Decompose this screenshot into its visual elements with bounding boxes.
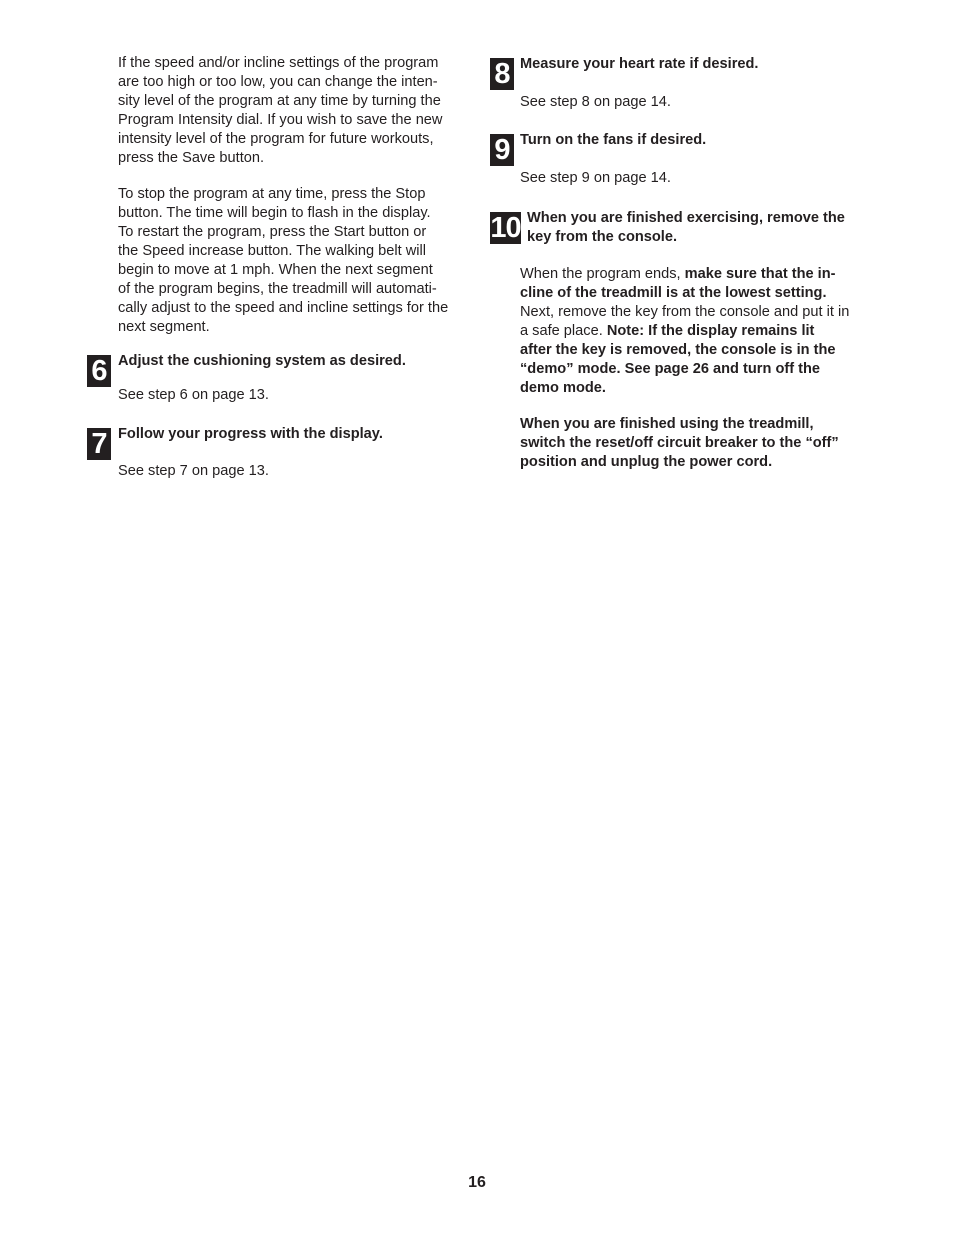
step-8-heading: Measure your heart rate if desired. [520,56,759,72]
text-line: sity level of the program at any time by turning the [118,93,441,109]
step-6-heading: Adjust the cushioning system as desired. [118,353,406,369]
step-7-body: See step 7 on page 13. [118,463,269,479]
text-line: intensity level of the program for future workouts, [118,131,434,147]
text-line: switch the reset/off circuit breaker to the “off” [520,435,839,451]
intro-paragraph-intensity [118,54,442,168]
page-number: 16 [468,1174,486,1191]
intro-paragraph-stop [118,185,448,337]
text-line: are too high or too low, you can change the inten- [118,74,438,90]
step-6-number-badge: 6 [87,355,111,387]
body-text-normal: a safe place. [520,323,607,339]
text-line: Next, remove the key from the console and put it in [520,304,850,320]
step-8-body: See step 8 on page 14. [520,94,671,110]
closing-instructions [520,415,839,472]
step-8-number-badge: 8 [490,58,514,90]
heading-line: key from the console. [527,229,678,245]
text-line: If the speed and/or incline settings of the program [118,55,439,71]
text-line: To stop the program at any time, press the Stop [118,186,426,202]
text-line: cally adjust to the speed and incline settings for the [118,300,449,316]
step-10-body [520,265,849,398]
text-line: When you are finished using the treadmill, [520,416,814,432]
heading-line: When you are finished exercising, remove the [527,210,845,226]
text-line: “demo” mode. See page 26 and turn off the [520,361,821,377]
text-line: To restart the program, press the Start button or [118,224,427,240]
step-10-number-badge: 10 [490,212,521,244]
text-line: after the key is removed, the console is in the [520,342,836,358]
text-line [520,322,849,341]
text-line: cline of the treadmill is at the lowest setting. [520,285,827,301]
step-10-heading [527,209,845,247]
step-7-number-badge: 7 [87,428,111,460]
step-9-body: See step 9 on page 14. [520,170,671,186]
body-text-bold: make sure that the in- [684,266,836,282]
text-line: begin to move at 1 mph. When the next segment [118,262,433,278]
text-line: press the Save button. [118,150,265,166]
text-line: demo mode. [520,380,606,396]
text-line: of the program begins, the treadmill will automati- [118,281,437,297]
text-line: position and unplug the power cord. [520,454,773,470]
text-line: next segment. [118,319,210,335]
step-9-number-badge: 9 [490,134,514,166]
text-line: button. The time will begin to flash in the display. [118,205,431,221]
text-line: the Speed increase button. The walking belt will [118,243,427,259]
body-text-normal: When the program ends, [520,266,685,282]
text-line: Program Intensity dial. If you wish to save the new [118,112,443,128]
step-9-heading: Turn on the fans if desired. [520,132,707,148]
step-6-body: See step 6 on page 13. [118,387,269,403]
note-text-bold: Note: If the display remains lit [606,323,815,339]
text-line [520,265,849,284]
step-7-heading: Follow your progress with the display. [118,426,383,442]
